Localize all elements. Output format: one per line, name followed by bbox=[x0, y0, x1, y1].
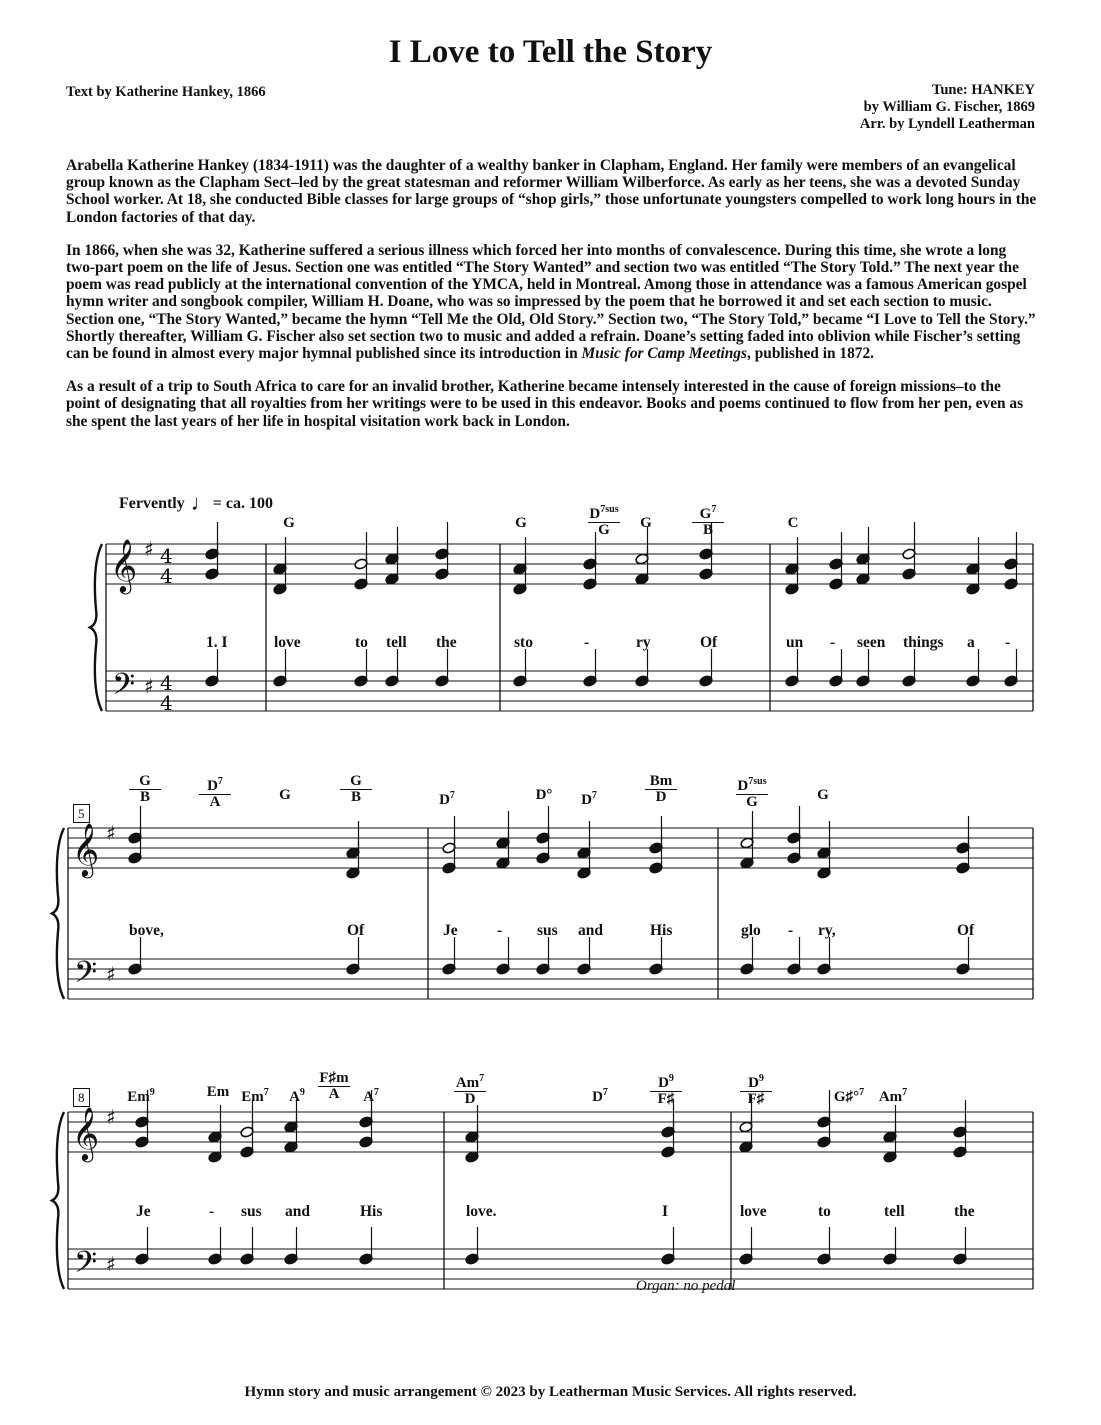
chord-root: $D^7$ bbox=[207, 776, 223, 794]
tune-composer: by William G. Fischer, 1869 bbox=[863, 99, 1035, 115]
lyric-syllable: - bbox=[788, 922, 794, 939]
lyric-syllable: ry bbox=[636, 634, 651, 651]
chord-symbol bbox=[645, 774, 677, 805]
chord-root: Am$^7$ bbox=[455, 1073, 485, 1091]
chord-symbol bbox=[505, 516, 537, 531]
tempo-word: Fervently bbox=[119, 495, 185, 512]
hymn-title: I Love to Tell the Story bbox=[388, 34, 713, 70]
lyric-syllable: Of bbox=[957, 922, 975, 939]
lyric-syllable: - bbox=[1005, 634, 1011, 651]
chord-bass: G bbox=[736, 794, 768, 810]
chord-symbol bbox=[355, 1085, 387, 1105]
chord-bass: B bbox=[692, 522, 724, 538]
lyric-syllable: the bbox=[954, 1203, 975, 1220]
chord-symbol bbox=[202, 1085, 234, 1100]
chord-symbol bbox=[129, 774, 161, 805]
tune-arranger: Arr. by Lyndell Leatherman bbox=[859, 116, 1035, 132]
chord-symbol bbox=[777, 516, 809, 531]
chord-root: G bbox=[817, 787, 829, 803]
treble-clef-icon: 𝄞 bbox=[72, 822, 100, 876]
lyric-syllable: His bbox=[650, 922, 673, 939]
time-signature: 4 bbox=[160, 691, 173, 715]
chord-root: $D^{7sus}$ bbox=[737, 776, 767, 794]
text-credit: Text by Katherine Hankey, 1866 bbox=[66, 84, 266, 100]
lyric-syllable: to bbox=[355, 634, 368, 651]
chord-root: Bm bbox=[649, 773, 673, 789]
chord-root: G bbox=[640, 515, 652, 531]
chord-root: G bbox=[279, 787, 291, 803]
chord-root: $D^9$ bbox=[748, 1073, 764, 1091]
chord-root: G bbox=[515, 515, 527, 531]
chord-symbol bbox=[807, 788, 839, 803]
lyric-syllable: sus bbox=[241, 1203, 262, 1220]
chord-root: $D^7$ bbox=[592, 1087, 608, 1105]
chord-root: $G^7$ bbox=[699, 504, 717, 522]
lyric-syllable: to bbox=[818, 1203, 831, 1220]
sharp-key-signature-icon: ♯ bbox=[106, 821, 116, 845]
sharp-key-signature-icon: ♯ bbox=[106, 1252, 116, 1276]
chord-symbol bbox=[736, 774, 768, 810]
lyric-syllable: and bbox=[578, 922, 603, 939]
measure-number: 5 bbox=[73, 804, 90, 823]
measure-number: 8 bbox=[73, 1088, 90, 1107]
chord-symbol bbox=[340, 774, 372, 805]
chord-root: $D^9$ bbox=[658, 1073, 674, 1091]
chord-root: C bbox=[787, 515, 799, 531]
chord-symbol bbox=[528, 788, 560, 803]
tune-name: Tune: HANKEY bbox=[931, 82, 1035, 98]
chord-root: $D^7$ bbox=[439, 790, 455, 808]
time-signature: 4 bbox=[160, 544, 173, 568]
chord-symbol bbox=[630, 516, 662, 531]
lyric-syllable: - bbox=[209, 1203, 215, 1220]
lyric-syllable: 1. I bbox=[206, 634, 228, 651]
lyric-syllable: Of bbox=[347, 922, 365, 939]
lyric-syllable: Je bbox=[136, 1203, 151, 1220]
lyric-syllable: glo bbox=[741, 922, 761, 939]
story-p2-book-title: Music for Camp Meetings bbox=[581, 345, 747, 363]
chord-root: $A^9$ bbox=[289, 1087, 305, 1105]
chord-symbol bbox=[573, 788, 605, 808]
chord-symbol bbox=[269, 788, 301, 803]
treble-clef-icon: 𝄞 bbox=[110, 538, 138, 592]
chord-bass: B bbox=[340, 789, 372, 805]
lyric-syllable: - bbox=[584, 634, 590, 651]
chord-symbol bbox=[281, 1085, 313, 1105]
lyric-syllable: love bbox=[274, 634, 301, 651]
tempo-value: = ca. 100 bbox=[212, 495, 273, 512]
lyric-syllable: the bbox=[436, 634, 457, 651]
brace bbox=[90, 544, 102, 711]
brace bbox=[52, 1112, 64, 1289]
lyric-syllable: His bbox=[360, 1203, 383, 1220]
chord-bass: B bbox=[129, 789, 161, 805]
bass-clef-icon: 𝄢 bbox=[74, 956, 98, 997]
chord-symbol bbox=[650, 1071, 682, 1107]
organ-note: Organ: no pedal bbox=[636, 1278, 736, 1294]
chord-root: G bbox=[350, 773, 362, 789]
story-p2-text: In 1866, when she was 32, Katherine suffered a serious illness which forced her into months of convalescence. During this time, she wrote a long two-part poem on the life of Jesus. Section one was entitled “The Story Wanted” and section two was entitled “The Story Told.” The next year the poem was read publicly at the international convention of the YMCA, held in Montreal. Among those in attendance was a famous American gospel hymn writer and songbook compiler, William H. Doane, who was so impressed by the poem that he borrowed it and set each section to music. Section one, “The Story Wanted,” became the hymn “Tell Me the Old, Old Story.” Section two, “The Story Told,” became “I Love to Tell the Story.” Shortly thereafter, William G. Fischer also set section two to music and added a refrain. Doane’s setting faded into oblivion while Fischer’s setting can be found in almost every major hymnal published since its introduction in bbox=[66, 241, 1036, 363]
treble-clef-icon: 𝄞 bbox=[72, 1106, 100, 1160]
chord-bass: F♯ bbox=[740, 1091, 772, 1107]
lyric-syllable: Of bbox=[700, 634, 718, 651]
chord-symbol bbox=[199, 774, 231, 810]
chord-root: $D^7$ bbox=[581, 790, 597, 808]
bass-clef-icon: 𝄢 bbox=[74, 1246, 98, 1287]
lyric-syllable: love bbox=[740, 1203, 767, 1220]
chord-symbol bbox=[273, 516, 305, 531]
chord-symbol bbox=[588, 502, 620, 538]
chord-root: Em$^9$ bbox=[127, 1087, 155, 1105]
chord-root: Am$^7$ bbox=[878, 1087, 908, 1105]
chord-bass: D bbox=[454, 1091, 486, 1107]
lyric-syllable: ry, bbox=[818, 922, 836, 939]
chord-root: Em bbox=[206, 1084, 230, 1100]
chord-symbol bbox=[833, 1085, 865, 1105]
chord-root: $A^7$ bbox=[363, 1087, 379, 1105]
lyric-syllable: - bbox=[497, 922, 503, 939]
lyric-syllable: tell bbox=[386, 634, 407, 651]
chord-root: $D^{7sus}$ bbox=[589, 504, 619, 522]
chord-symbol bbox=[740, 1071, 772, 1107]
lyric-syllable: seen bbox=[857, 634, 886, 651]
chord-bass: D bbox=[645, 789, 677, 805]
bass-clef-icon: 𝄢 bbox=[112, 668, 136, 709]
chord-symbol bbox=[125, 1085, 157, 1105]
lyric-syllable: - bbox=[830, 634, 836, 651]
chord-root: G♯°$^7$ bbox=[833, 1087, 865, 1105]
chord-bass: A bbox=[199, 794, 231, 810]
chord-symbol bbox=[431, 788, 463, 808]
chord-root: G bbox=[283, 515, 295, 531]
lyric-syllable: and bbox=[285, 1203, 310, 1220]
chord-symbol bbox=[584, 1085, 616, 1105]
lyric-syllable: things bbox=[903, 634, 944, 651]
chord-bass: G bbox=[588, 522, 620, 538]
chord-root: Em$^7$ bbox=[241, 1087, 269, 1105]
sharp-key-signature-icon: ♯ bbox=[106, 1105, 116, 1129]
chord-root: D° bbox=[535, 787, 553, 803]
chord-root: F♯m bbox=[319, 1070, 349, 1086]
chord-symbol bbox=[454, 1071, 486, 1107]
lyric-syllable: Je bbox=[443, 922, 458, 939]
copyright-footer: Hymn story and music arrangement © 2023 by Leatherman Music Services. All rights reserved. bbox=[244, 1384, 857, 1400]
brace bbox=[52, 828, 64, 999]
quarter-note-icon: ♩ bbox=[190, 490, 213, 515]
story-p2-end: , published in 1872. bbox=[747, 345, 875, 363]
chord-root: G bbox=[139, 773, 151, 789]
lyric-syllable: I bbox=[662, 1203, 669, 1220]
lyric-syllable: sus bbox=[537, 922, 558, 939]
chord-bass: A bbox=[318, 1086, 350, 1102]
lyric-syllable: bove, bbox=[129, 922, 164, 939]
story-paragraph-1: Arabella Katherine Hankey (1834-1911) was the daughter of a wealthy banker in Clapham, England. Her family were members of an evangelical group known as the Clapham Sect–led by the great statesman and reformer William Wilberforce. As early as her teens, she was a devoted Sunday School worker. At 18, she conducted Bible classes for large groups of “shop girls,” those unfortunate youngsters compelled to work long hours in the London factories of that day. bbox=[66, 157, 1037, 226]
sharp-key-signature-icon: ♯ bbox=[144, 674, 154, 698]
chord-symbol bbox=[318, 1071, 350, 1102]
sharp-key-signature-icon: ♯ bbox=[144, 537, 154, 561]
time-signature: 4 bbox=[160, 671, 173, 695]
chord-symbol bbox=[239, 1085, 271, 1105]
lyric-syllable: sto bbox=[514, 634, 533, 651]
lyric-syllable: love. bbox=[466, 1203, 497, 1220]
chord-symbol bbox=[877, 1085, 909, 1105]
story-paragraph-3: As a result of a trip to South Africa to care for an invalid brother, Katherine became intensely interested in the cause of foreign missions–to the point of designating that all royalties from her writings were to be used in this endeavor. Books and poems continued to flow from her pen, even as she spent the last years of her life in hospital visitation work back in London. bbox=[66, 378, 1024, 430]
sharp-key-signature-icon: ♯ bbox=[106, 962, 116, 986]
lyric-syllable: un bbox=[786, 634, 804, 651]
chord-bass: F♯ bbox=[650, 1091, 682, 1107]
chord-symbol bbox=[692, 502, 724, 538]
time-signature: 4 bbox=[160, 564, 173, 588]
lyric-syllable: tell bbox=[884, 1203, 905, 1220]
lyric-syllable: a bbox=[967, 634, 975, 651]
